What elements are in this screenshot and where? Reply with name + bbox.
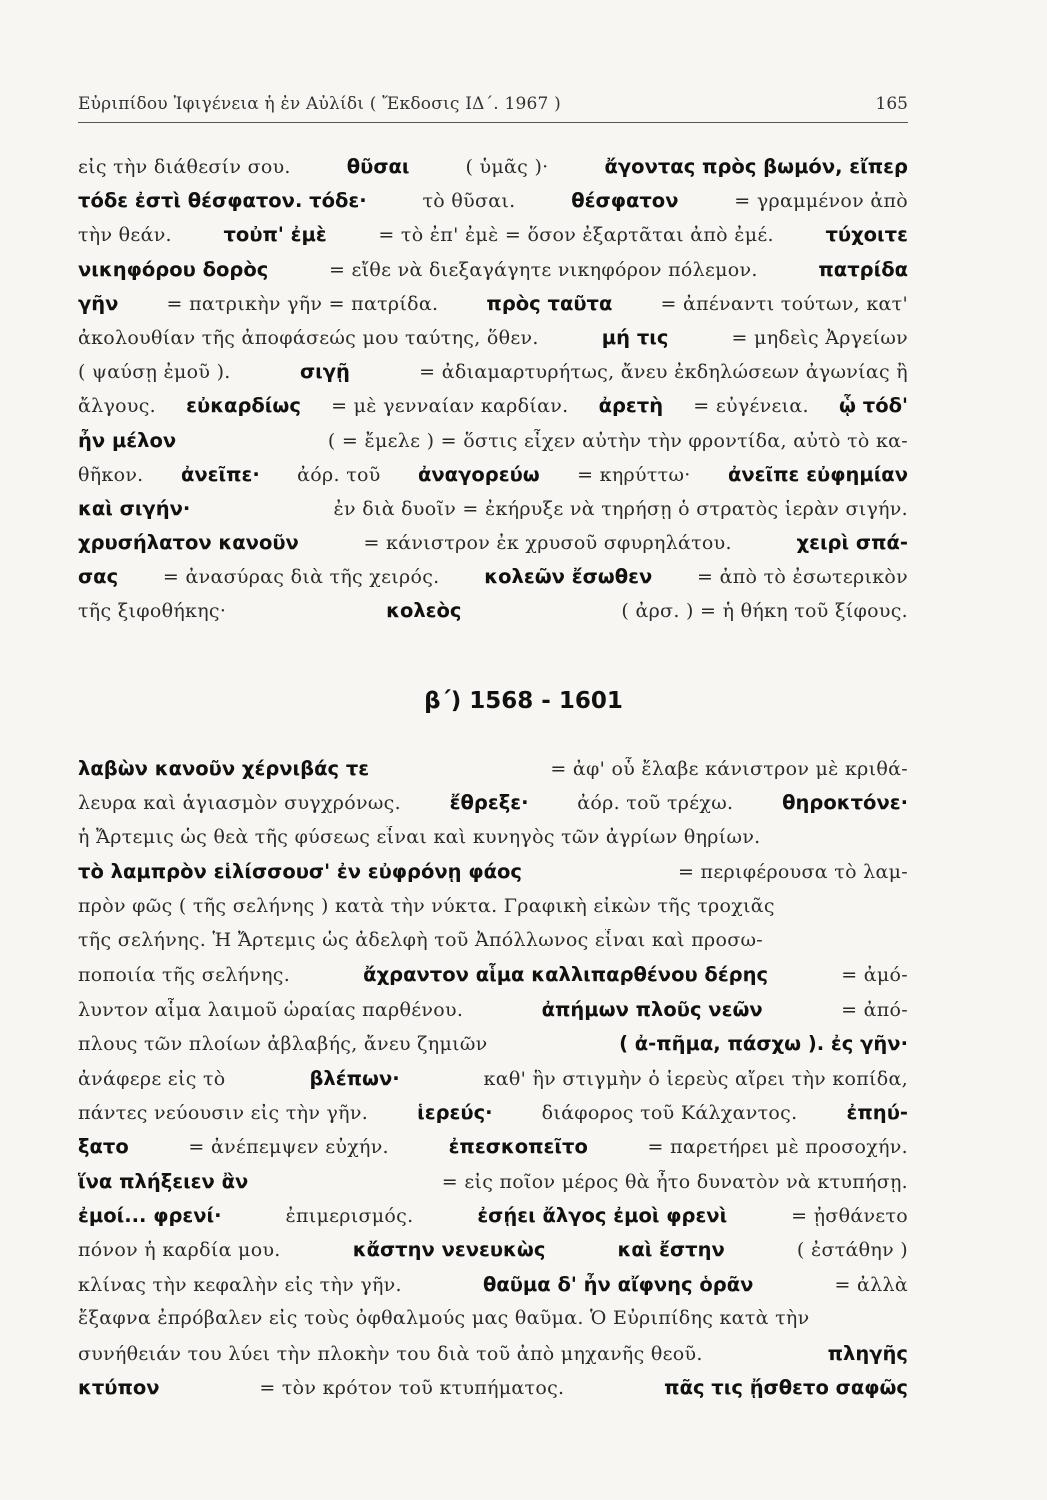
lemma-term: τόδε ἐστὶ θέσφατον. τόδε· bbox=[78, 189, 367, 213]
gloss-text: τῆς ξιφοθήκης· bbox=[78, 600, 227, 623]
gloss-text: = πατρικὴν γῆν = πατρίδα. bbox=[166, 292, 439, 315]
commentary-block-2 bbox=[78, 757, 908, 1410]
lemma-term: πατρίδα bbox=[818, 257, 908, 281]
lemma-term: πρὸς ταῦτα bbox=[486, 291, 613, 315]
lemma-term: ἀρετὴ bbox=[598, 394, 664, 418]
text-line bbox=[78, 1135, 908, 1169]
lemma-term: πᾶς τις ᾔσθετο σαφῶς bbox=[664, 1376, 908, 1400]
page-number: 165 bbox=[875, 94, 908, 114]
lemma-term: ἵνα πλήξειεν ἂν bbox=[78, 1169, 249, 1193]
lemma-term: ἐμοί... φρενί· bbox=[78, 1204, 222, 1228]
text-line bbox=[78, 929, 908, 963]
text-line bbox=[78, 791, 908, 825]
lemma-term: βλέπων· bbox=[309, 1066, 400, 1090]
lemma-term: σας bbox=[78, 565, 119, 589]
gloss-text: ἀνάφερε εἰς τὸ bbox=[78, 1067, 226, 1090]
text-line bbox=[78, 155, 908, 189]
lemma-term: ἄχραντον αἷμα καλλιπαρθένου δέρης bbox=[363, 963, 769, 987]
running-header bbox=[78, 88, 908, 123]
gloss-text: = τὸν κρότον τοῦ κτυπήματος. bbox=[259, 1377, 565, 1400]
gloss-text: = μηδεὶς Ἀργείων bbox=[731, 326, 908, 349]
gloss-text: = μὲ γενναίαν καρδίαν. bbox=[331, 395, 569, 418]
text-line bbox=[78, 1101, 908, 1135]
gloss-text: = εἰς ποῖον μέρος θὰ ἦτο δυνατὸν νὰ κτυπήσῃ. bbox=[441, 1170, 908, 1193]
text-line bbox=[78, 531, 908, 565]
gloss-text: = ἀμό- bbox=[841, 964, 908, 987]
gloss-text: πλους τῶν πλοίων ἀβλαβής, ἄνευ ζημιῶν bbox=[78, 1033, 488, 1056]
gloss-text: ( ψαύσῃ ἐμοῦ ). bbox=[78, 361, 231, 384]
lemma-term: ἱερεύς· bbox=[417, 1100, 493, 1124]
text-line bbox=[78, 963, 908, 997]
gloss-text: τῆς σελήνης. Ἡ Ἄρτεμις ὡς ἀδελφὴ τοῦ Ἀπόλλωνος εἶναι καὶ προσω- bbox=[78, 928, 764, 951]
gloss-text: διάφορος τοῦ Κάλχαντος. bbox=[541, 1101, 798, 1124]
gloss-text: = ἀφ' οὗ ἔλαβε κάνιστρον μὲ κριθά- bbox=[550, 758, 908, 780]
gloss-text: = ἀλλὰ bbox=[834, 1273, 908, 1296]
lemma-term: τοὐπ' ἐμὲ bbox=[223, 223, 327, 247]
lemma-term: χειρὶ σπά- bbox=[796, 531, 908, 555]
gloss-text: = ἀδιαμαρτυρήτως, ἄνευ ἐκδηλώσεων ἀγωνίας ἢ bbox=[419, 361, 908, 384]
text-line bbox=[78, 1170, 908, 1204]
text-line bbox=[78, 394, 908, 428]
gloss-text: κλίνας τὴν κεφαλὴν εἰς τὴν γῆν. bbox=[78, 1273, 402, 1296]
text-line bbox=[78, 223, 908, 257]
gloss-text: ποποιία τῆς σελήνης. bbox=[78, 964, 291, 987]
lemma-term: ἀναγορεύω bbox=[418, 462, 540, 486]
lemma-term: ἀνεῖπε· bbox=[180, 462, 260, 486]
gloss-text: ἀκολουθίαν τῆς ἀποφάσεώς μου ταύτης, ὅθεν. bbox=[78, 326, 539, 349]
lemma-term: ἐπηύ- bbox=[846, 1100, 908, 1124]
gloss-text: = ἀνέπεμψεν εὐχήν. bbox=[188, 1136, 389, 1159]
gloss-text: λευρα καὶ ἁγιασμὸν συγχρόνως. bbox=[78, 792, 401, 815]
lemma-term: τύχοιτε bbox=[825, 223, 908, 247]
gloss-text: = κάνιστρον ἐκ χρυσοῦ σφυρηλάτου. bbox=[363, 532, 732, 555]
lemma-term: ἦν μέλον bbox=[78, 428, 177, 452]
lemma-term: νικηφόρου δορὸς bbox=[78, 257, 269, 281]
gloss-text: ἐπιμερισμός. bbox=[285, 1205, 414, 1228]
text-line bbox=[78, 463, 908, 497]
gloss-text: = εἴθε νὰ διεξαγάγητε νικηφόρον πόλεμον. bbox=[328, 258, 758, 281]
gloss-text: = ᾐσθάνετο bbox=[791, 1205, 908, 1228]
lemma-term: ξατο bbox=[78, 1135, 129, 1159]
lemma-term: κἄστην νενευκὼς bbox=[352, 1238, 546, 1262]
lemma-term: θαῦμα δ' ἦν αἴφνης ὁρᾶν bbox=[482, 1272, 754, 1296]
lemma-term: καὶ ἔστην bbox=[617, 1238, 725, 1262]
gloss-text: καθ' ἣν στιγμὴν ὁ ἱερεὺς αἴρει τὴν κοπίδα, bbox=[483, 1067, 908, 1090]
lemma-term: ἔθρεξε· bbox=[449, 791, 529, 815]
gloss-text: = κηρύττω· bbox=[577, 463, 691, 486]
gloss-text: ἀόρ. τοῦ bbox=[297, 463, 381, 486]
gloss-text: ( = ἔμελε ) = ὅστις εἶχεν αὐτὴν τὴν φροντίδα, αὐτὸ τὸ κα- bbox=[327, 429, 908, 452]
text-line bbox=[78, 1342, 908, 1376]
text-line bbox=[78, 1032, 908, 1066]
lemma-term: ἄγοντας πρὸς βωμόν, εἴπερ bbox=[604, 155, 908, 178]
lemma-term: μή τις bbox=[601, 325, 669, 349]
text-line bbox=[78, 1067, 908, 1101]
lemma-term: ἀπήμων πλοῦς νεῶν bbox=[541, 997, 763, 1021]
lemma-term: κτύπον bbox=[78, 1376, 160, 1400]
text-line bbox=[78, 998, 908, 1032]
gloss-text: = παρετήρει μὲ προσοχήν. bbox=[647, 1136, 908, 1159]
gloss-text: πάντες νεύουσιν εἰς τὴν γῆν. bbox=[78, 1101, 369, 1124]
text-line bbox=[78, 895, 908, 929]
gloss-text: λυντον αἷμα λαιμοῦ ὡραίας παρθένου. bbox=[78, 998, 464, 1021]
gloss-text: ( ὑμᾶς )· bbox=[465, 156, 549, 178]
gloss-text: τὸ θῦσαι. bbox=[422, 190, 516, 213]
lemma-term: πληγῆς bbox=[827, 1341, 908, 1365]
gloss-text: ἄλγους. bbox=[78, 395, 156, 418]
text-line bbox=[78, 258, 908, 292]
gloss-text: συνήθειάν του λύει τὴν πλοκὴν του διὰ τοῦ ἀπὸ μηχανῆς θεοῦ. bbox=[78, 1342, 703, 1365]
commentary-block-1 bbox=[78, 155, 908, 634]
text-line bbox=[78, 360, 908, 394]
lemma-term: θῦσαι bbox=[346, 155, 410, 178]
text-line bbox=[78, 1307, 908, 1341]
gloss-text: ( ἐστάθην ) bbox=[796, 1239, 908, 1262]
lemma-term: καὶ σιγήν· bbox=[78, 496, 191, 520]
text-line bbox=[78, 826, 908, 860]
gloss-text: ἐν διὰ δυοῖν = ἐκήρυξε νὰ τηρήσῃ ὁ στρατὸς ἱερὰν σιγήν. bbox=[333, 497, 908, 520]
lemma-term: εὐκαρδίως bbox=[186, 394, 301, 418]
gloss-text: ἔξαφνα ἐπρόβαλεν εἰς τοὺς ὀφθαλμούς μας θαῦμα. Ὁ Εὐριπίδης κατὰ τὴν bbox=[78, 1307, 810, 1330]
gloss-text: ἀόρ. τοῦ τρέχω. bbox=[577, 792, 734, 815]
gloss-text: = ἀπὸ τὸ ἐσωτερικὸν bbox=[697, 566, 908, 589]
text-line bbox=[78, 292, 908, 326]
lemma-term: σιγῇ bbox=[299, 360, 350, 384]
lemma-term: θέσφατον bbox=[571, 189, 679, 213]
text-line bbox=[78, 565, 908, 599]
lemma-term: ᾧ τόδ' bbox=[839, 394, 908, 418]
gloss-text: = περιφέρουσα τὸ λαμ- bbox=[678, 861, 908, 884]
lemma-term: ἐπεσκοπεῖτο bbox=[448, 1135, 588, 1159]
section-heading: β΄) 1568 - 1601 bbox=[424, 688, 623, 714]
gloss-text: τὴν θεάν. bbox=[78, 224, 172, 247]
text-line bbox=[78, 860, 908, 894]
text-line bbox=[78, 429, 908, 463]
text-line bbox=[78, 497, 908, 531]
gloss-text: = τὸ ἐπ' ἐμὲ = ὅσον ἐξαρτᾶται ἀπὸ ἐμέ. bbox=[378, 224, 774, 247]
lemma-term: γῆν bbox=[78, 291, 119, 315]
gloss-text: = γραμμένον ἀπὸ bbox=[734, 190, 908, 213]
lemma-term: ( ἀ-πῆμα, πάσχω ). ἐς γῆν· bbox=[619, 1032, 908, 1056]
text-line bbox=[78, 1273, 908, 1307]
text-line bbox=[78, 757, 908, 791]
lemma-term: λαβὼν κανοῦν χέρνιβάς τε bbox=[78, 757, 370, 780]
gloss-text: θῆκον. bbox=[78, 463, 144, 486]
lemma-term: θηροκτόνε· bbox=[782, 791, 908, 815]
text-line bbox=[78, 1376, 908, 1410]
lemma-term: ἀνεῖπε εὐφημίαν bbox=[728, 462, 908, 486]
lemma-term: τὸ λαμπρὸν εἱλίσσουσ' ἐν εὐφρόνῃ φάος bbox=[78, 860, 522, 884]
lemma-term: κολεὸς bbox=[386, 599, 462, 623]
gloss-text: = εὐγένεια. bbox=[693, 395, 809, 418]
gloss-text: = ἀπό- bbox=[841, 998, 908, 1021]
text-line bbox=[78, 599, 908, 633]
gloss-text: ( ἀρσ. ) = ἡ θήκη τοῦ ξίφους. bbox=[621, 600, 908, 623]
gloss-text: εἰς τὴν διάθεσίν σου. bbox=[78, 156, 291, 178]
lemma-term: κολεῶν ἔσωθεν bbox=[484, 565, 653, 589]
lemma-term: χρυσήλατον κανοῦν bbox=[78, 531, 299, 555]
text-line bbox=[78, 326, 908, 360]
header-title: Εὐριπίδου Ἰφιγένεια ἡ ἐν Αὐλίδι ( Ἔκδοσις ΙΔ΄. 1967 ) bbox=[78, 94, 562, 114]
lemma-term: ἐσῄει ἄλγος ἐμοὶ φρενὶ bbox=[477, 1204, 728, 1228]
text-line bbox=[78, 1238, 908, 1272]
gloss-text: πρὸν φῶς ( τῆς σελήνης ) κατὰ τὴν νύκτα. Γραφικὴ εἰκὼν τῆς τροχιᾶς bbox=[78, 894, 775, 917]
gloss-text: = ἀνασύρας διὰ τῆς χειρός. bbox=[162, 566, 440, 589]
text-line bbox=[78, 1204, 908, 1238]
gloss-text: πόνον ἡ καρδία μου. bbox=[78, 1239, 281, 1262]
gloss-text: ἡ Ἄρτεμις ὡς θεὰ τῆς φύσεως εἶναι καὶ κυνηγὸς τῶν ἀγρίων θηρίων. bbox=[78, 825, 761, 848]
gloss-text: = ἀπέναντι τούτων, κατ' bbox=[660, 292, 908, 315]
text-line bbox=[78, 189, 908, 223]
